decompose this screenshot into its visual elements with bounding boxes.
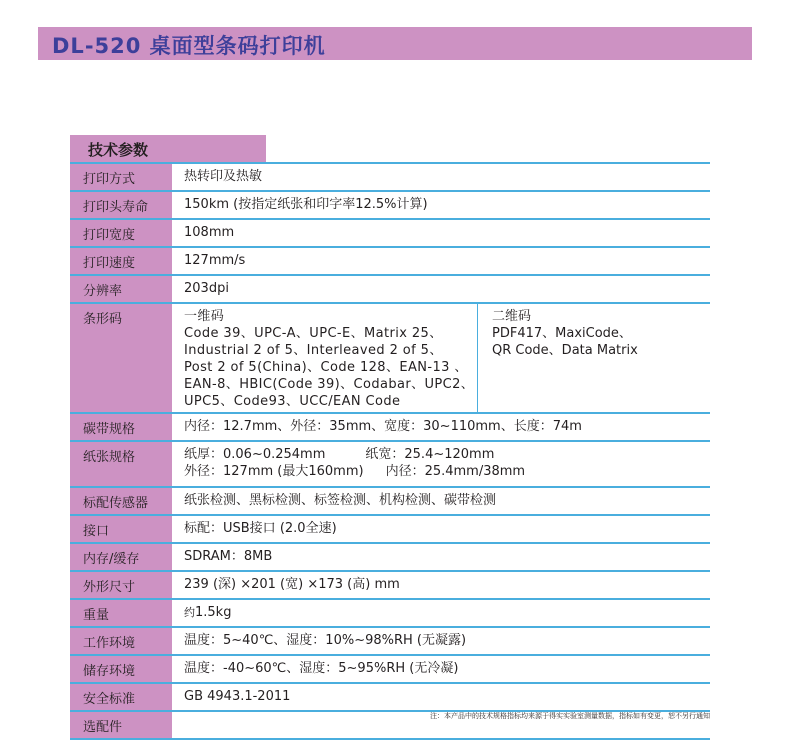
spec-label: 打印宽度 <box>70 220 172 246</box>
spec-label: 打印方式 <box>70 164 172 190</box>
spec-row-safety <box>70 684 710 712</box>
spec-row-print-speed <box>70 248 710 276</box>
spec-label: 接口 <box>70 516 172 542</box>
paper-inner-diameter: 内径：25.4mm/38mm <box>385 464 526 479</box>
spec-value: 127mm/s <box>184 253 246 268</box>
spec-label: 安全标准 <box>70 684 172 710</box>
spec-value: 标配：USB接口 (2.0全速) <box>184 521 337 536</box>
barcode-1d-line: Post 2 of 5(China)、Code 128、EAN-13 、 <box>184 360 468 375</box>
spec-row-weight <box>70 600 710 628</box>
barcode-2d-line: PDF417、MaxiCode、 <box>492 326 632 341</box>
spec-value: 239 (深) ×201 (宽) ×173 (高) mm <box>184 577 400 592</box>
spec-row-interface <box>70 516 710 544</box>
section-tab <box>70 135 266 162</box>
spec-row-paper <box>70 442 710 488</box>
spec-row-head-life <box>70 192 710 220</box>
spec-value: 内径：12.7mm、外径：35mm、宽度：30~110mm、长度：74m <box>184 419 582 434</box>
spec-value: 150km (按指定纸张和印字率12.5%计算) <box>184 197 428 212</box>
spec-row-sensors <box>70 488 710 516</box>
spec-label: 选配件 <box>70 712 172 738</box>
barcode-1d-title: 一维码 <box>184 309 225 324</box>
spec-row-resolution <box>70 276 710 304</box>
spec-value <box>172 600 710 626</box>
barcode-1d-line: UPC5、Code93、UCC/EAN Code <box>184 394 401 409</box>
paper-line-1 <box>184 446 704 463</box>
spec-value <box>172 304 710 412</box>
spec-value: GB 4943.1-2011 <box>184 689 291 704</box>
spec-row-barcode <box>70 304 710 414</box>
spec-label: 工作环境 <box>70 628 172 654</box>
spec-value: 纸张检测、黑标检测、标签检测、机构检测、碳带检测 <box>184 493 497 508</box>
spec-label: 重量 <box>70 600 172 626</box>
spec-row-operating-env <box>70 628 710 656</box>
barcode-1d-line: Code 39、UPC-A、UPC-E、Matrix 25、 <box>184 326 443 341</box>
title-banner <box>38 27 752 60</box>
spec-row-ribbon <box>70 414 710 442</box>
footnote: 注：本产品中的技术规格指标均来源于得实实验室测量数据，指标如有变更，恕不另行通知 <box>430 712 710 720</box>
spec-value: 温度：5~40℃、湿度：10%~98%RH (无凝露) <box>184 633 467 648</box>
spec-label: 标配传感器 <box>70 488 172 514</box>
barcode-1d <box>172 304 478 412</box>
spec-label: 碳带规格 <box>70 414 172 440</box>
barcode-2d-title: 二维码 <box>492 309 532 324</box>
spec-value: 热转印及热敏 <box>184 169 263 184</box>
spec-row-storage-env <box>70 656 710 684</box>
spec-row-dimensions <box>70 572 710 600</box>
barcode-1d-line: Industrial 2 of 5、Interleaved 2 of 5、 <box>184 343 443 358</box>
paper-width: 纸宽：25.4~120mm <box>365 447 495 462</box>
spec-label: 打印头寿命 <box>70 192 172 218</box>
spec-row-memory <box>70 544 710 572</box>
page-title: DL-520 桌面型条码打印机 <box>52 34 326 58</box>
spec-value: 108mm <box>184 225 235 240</box>
paper-thickness: 纸厚：0.06~0.254mm <box>184 447 326 462</box>
spec-label: 内存/缓存 <box>70 544 172 570</box>
spec-label: 条形码 <box>70 304 172 412</box>
paper-outer-diameter: 外径：127mm (最大160mm) <box>184 464 364 479</box>
barcode-2d <box>478 304 642 412</box>
spec-row-print-method <box>70 164 710 192</box>
spec-row-print-width <box>70 220 710 248</box>
weight-value: 1.5kg <box>195 605 232 620</box>
spec-table <box>70 162 710 740</box>
spec-label: 分辨率 <box>70 276 172 302</box>
spec-value: 203dpi <box>184 281 229 296</box>
spec-value: SDRAM：8MB <box>184 549 273 564</box>
spec-label: 纸张规格 <box>70 442 172 486</box>
paper-line-2 <box>184 463 704 480</box>
spec-label: 储存环境 <box>70 656 172 682</box>
spec-label: 打印速度 <box>70 248 172 274</box>
spec-label: 外形尺寸 <box>70 572 172 598</box>
section-title: 技术参数 <box>88 141 149 159</box>
spec-value <box>172 442 710 486</box>
barcode-2d-line: QR Code、Data Matrix <box>492 343 638 358</box>
barcode-1d-line: EAN-8、HBIC(Code 39)、Codabar、UPC2、 <box>184 377 475 392</box>
weight-prefix: 约 <box>184 606 195 619</box>
spec-value: 温度：-40~60℃、湿度：5~95%RH (无冷凝) <box>184 661 459 676</box>
